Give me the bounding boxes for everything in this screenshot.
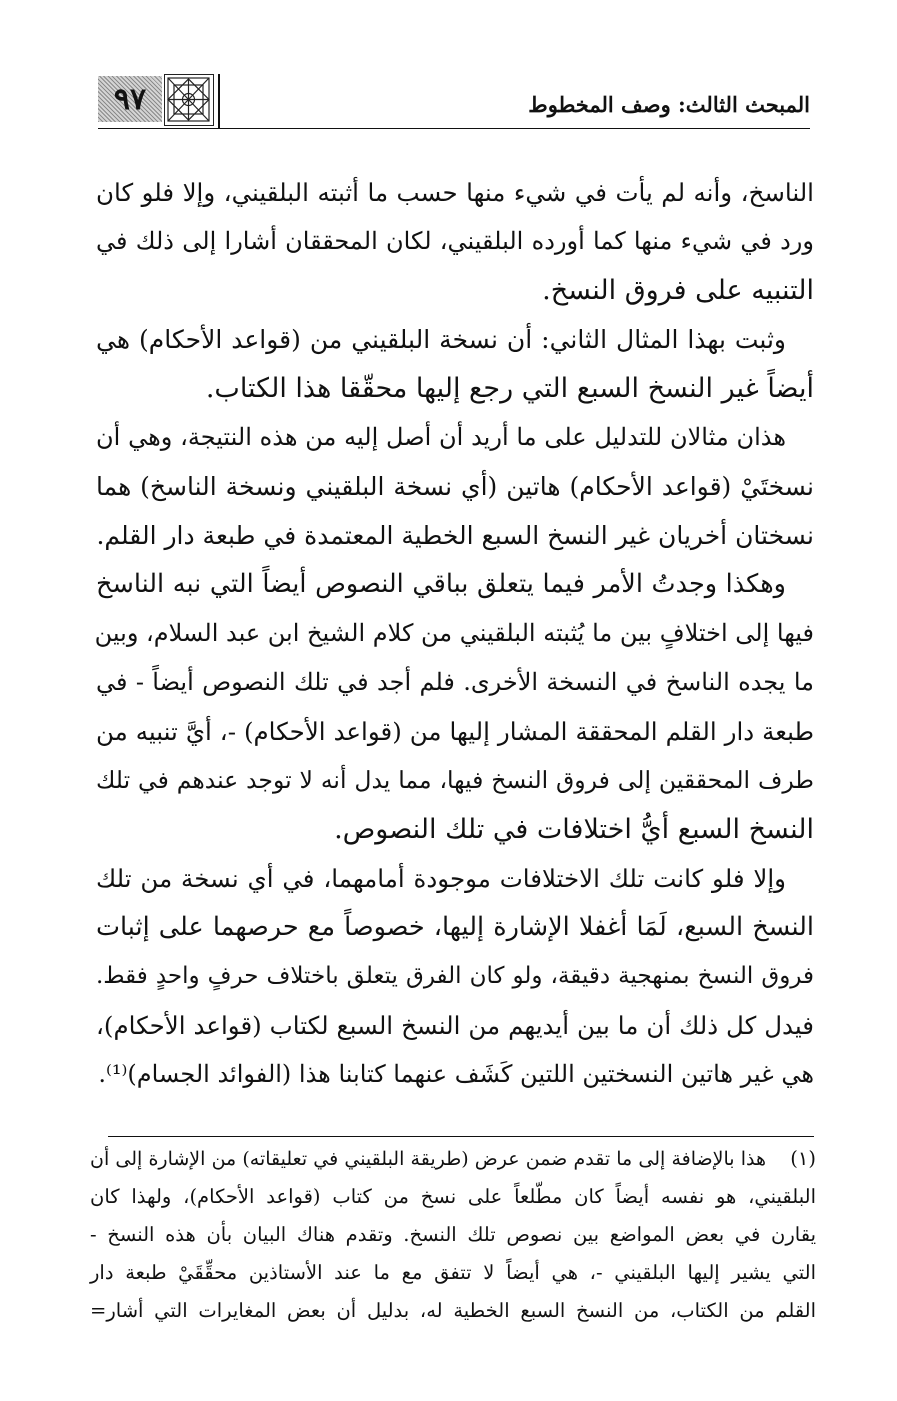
running-header bbox=[98, 70, 810, 132]
body-line: نسختان أخريان غير النسخ السبع الخطية المعتمدة في طبعة دار القلم. bbox=[96, 521, 814, 550]
body-line: ورد في شيء منها كما أورده البلقيني، لكان المحققان أشارا إلى ذلك في bbox=[96, 227, 814, 255]
ornament-star-icon bbox=[165, 75, 212, 124]
chapter-title: المبحث الثالث: وصف المخطوط bbox=[528, 92, 810, 117]
body-line: هي غير هاتين النسختين اللتين كَشَف عنهما كتابنا هذا (الفوائد الجسام)⁽¹⁾. bbox=[98, 1060, 814, 1088]
footnote-line: يقارن في بعض المواضع بين نصوص تلك النسخ. وتقدم هناك البيان بأن هذه النسخ - bbox=[90, 1223, 816, 1246]
body-line: وإلا فلو كانت تلك الاختلافات موجودة أمامهما، في أي نسخة من تلك bbox=[96, 864, 786, 893]
footnote-line: القلم من الكتاب، من النسخ السبع الخطية له، بدليل أن بعض المغايرات التي أشار= bbox=[90, 1299, 816, 1322]
geometric-star-ornament-icon bbox=[164, 74, 214, 126]
header-divider bbox=[218, 74, 220, 128]
footnote-line: التي يشير إليها البلقيني -، هي أيضاً لا تتفق مع ما عند الأستاذين محقِّقَيْ طبعة دار bbox=[90, 1261, 816, 1284]
body-line: ما يجده الناسخ في النسخة الأخرى. فلم أجد في تلك النصوص أيضاً - في bbox=[96, 668, 814, 696]
body-line: طرف المحققين إلى فروق النسخ فيها، مما يدل أنه لا توجد عندهم في تلك bbox=[96, 766, 814, 794]
body-line: أيضاً غير النسخ السبع التي رجع إليها محقّقا هذا الكتاب. bbox=[205, 373, 814, 404]
body-line: فيدل كل ذلك أن ما بين أيديهم من النسخ السبع لكتاب (قواعد الأحكام)، bbox=[96, 1011, 814, 1040]
header-rule bbox=[98, 128, 810, 129]
body-line: التنبيه على فروق النسخ. bbox=[542, 275, 814, 306]
body-line: النسخ السبع أيُّ اختلافات في تلك النصوص. bbox=[334, 814, 814, 845]
body-line: وثبت بهذا المثال الثاني: أن نسخة البلقيني من (قواعد الأحكام) هي bbox=[96, 325, 786, 354]
body-line: فيها إلى اختلافٍ بين ما يُثبته البلقيني من كلام الشيخ ابن عبد السلام، وبين bbox=[94, 619, 814, 647]
footnote bbox=[90, 1140, 816, 1330]
page-number: ٩٧ bbox=[113, 81, 147, 117]
footnote-marker: (١) bbox=[790, 1147, 816, 1170]
footnote-line: هذا بالإضافة إلى ما تقدم ضمن عرض (طريقة البلقيني في تعليقاته) من الإشارة إلى أن bbox=[90, 1148, 766, 1170]
body-line: النسخ السبع، لَمَا أغفلا الإشارة إليها، خصوصاً مع حرصهما على إثبات bbox=[96, 912, 814, 942]
body-line: هذان مثالان للتدليل على ما أريد أن أصل إليه من هذه النتيجة، وهي أن bbox=[96, 423, 786, 451]
body-line: نسختَيْ (قواعد الأحكام) هاتين (أي نسخة البلقيني ونسخة الناسخ) هما bbox=[96, 472, 814, 501]
body-text bbox=[96, 168, 814, 1099]
body-line: فروق النسخ بمنهجية دقيقة، ولو كان الفرق يتعلق باختلاف حرفٍ واحدٍ فقط. bbox=[96, 963, 814, 989]
body-line: وهكذا وجدتُ الأمر فيما يتعلق بباقي النصوص أيضاً التي نبه الناسخ bbox=[96, 569, 786, 599]
page-number-box bbox=[98, 76, 162, 122]
body-line: طبعة دار القلم المحققة المشار إليها من (قواعد الأحكام) -، أيَّ تنبيه من bbox=[96, 717, 814, 746]
footnote-line: البلقيني، هو نفسه أيضاً كان مطّلعاً على نسخ من كتاب (قواعد الأحكام)، ولهذا كان bbox=[90, 1185, 816, 1208]
footnote-separator bbox=[108, 1136, 814, 1137]
body-line: الناسخ، وأنه لم يأت في شيء منها حسب ما أثبته البلقيني، وإلا فلو كان bbox=[96, 178, 814, 207]
